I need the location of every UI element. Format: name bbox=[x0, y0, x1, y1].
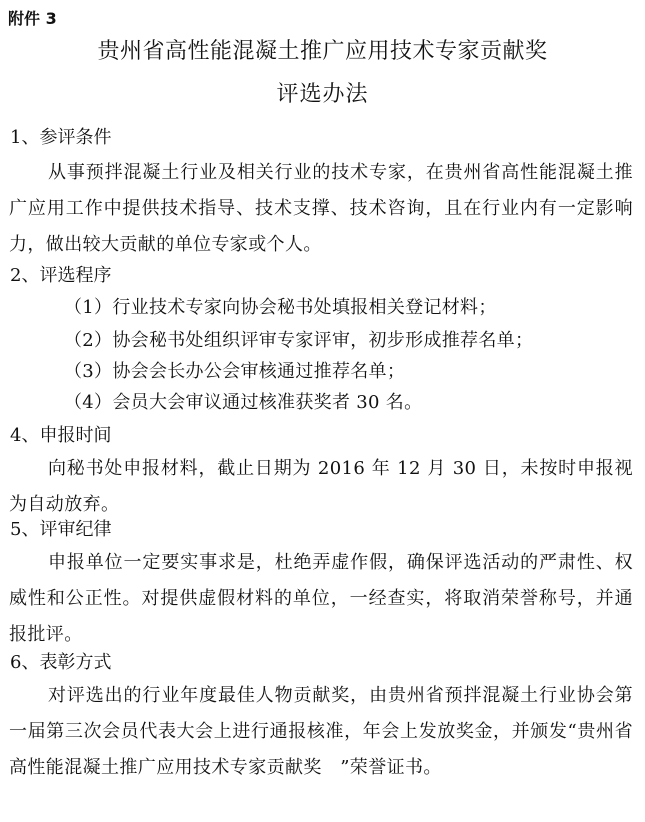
document-title: 贵州省高性能混凝土推广应用技术专家贡献奖 bbox=[97, 39, 548, 64]
attachment-label: 附件 3 bbox=[8, 9, 57, 28]
section-paragraph-discipline: 申报单位一定要实事求是，杜绝弄虚作假，确保评选活动的严肃性、权威性和公正性。对提供虚假材料的单位，一经查实，将取消荣誉称号，并通报批评。 bbox=[9, 552, 633, 645]
section-heading-deadline: 4、申报时间 bbox=[10, 425, 112, 446]
section-heading-discipline: 5、评审纪律 bbox=[10, 519, 112, 540]
document-subtitle: 评选办法 bbox=[276, 82, 369, 107]
section-heading-eligibility: 1、参评条件 bbox=[10, 127, 112, 148]
section-paragraph-deadline: 向秘书处申报材料，截止日期为 2016 年 12 月 30 日，未按时申报视为自动放弃。 bbox=[9, 458, 633, 515]
procedure-item: （1）行业技术专家向协会秘书处填报相关登记材料； bbox=[64, 297, 497, 318]
procedure-item: （2）协会秘书处组织评审专家评审，初步形成推荐名单； bbox=[64, 330, 534, 351]
section-heading-procedure: 2、评选程序 bbox=[10, 265, 112, 286]
procedure-item: （3）协会会长办公会审核通过推荐名单； bbox=[64, 361, 406, 382]
procedure-item: （4）会员大会审议通过核准获奖者 30 名。 bbox=[64, 392, 423, 413]
section-heading-commendation: 6、表彰方式 bbox=[10, 652, 112, 673]
section-paragraph-eligibility: 从事预拌混凝土行业及相关行业的技术专家，在贵州省高性能混凝土推广应用工作中提供技术指导、技术支撑、技术咨询，且在行业内有一定影响力，做出较大贡献的单位专家或个人。 bbox=[9, 162, 633, 255]
section-paragraph-commendation: 对评选出的行业年度最佳人物贡献奖，由贵州省预拌混凝土行业协会第一届第三次会员代表大会上进行通报核准，年会上发放奖金，并颁发“贵州省高性能混凝土推广应用技术专家贡献奖 ”荣誉证书。 bbox=[9, 685, 633, 778]
